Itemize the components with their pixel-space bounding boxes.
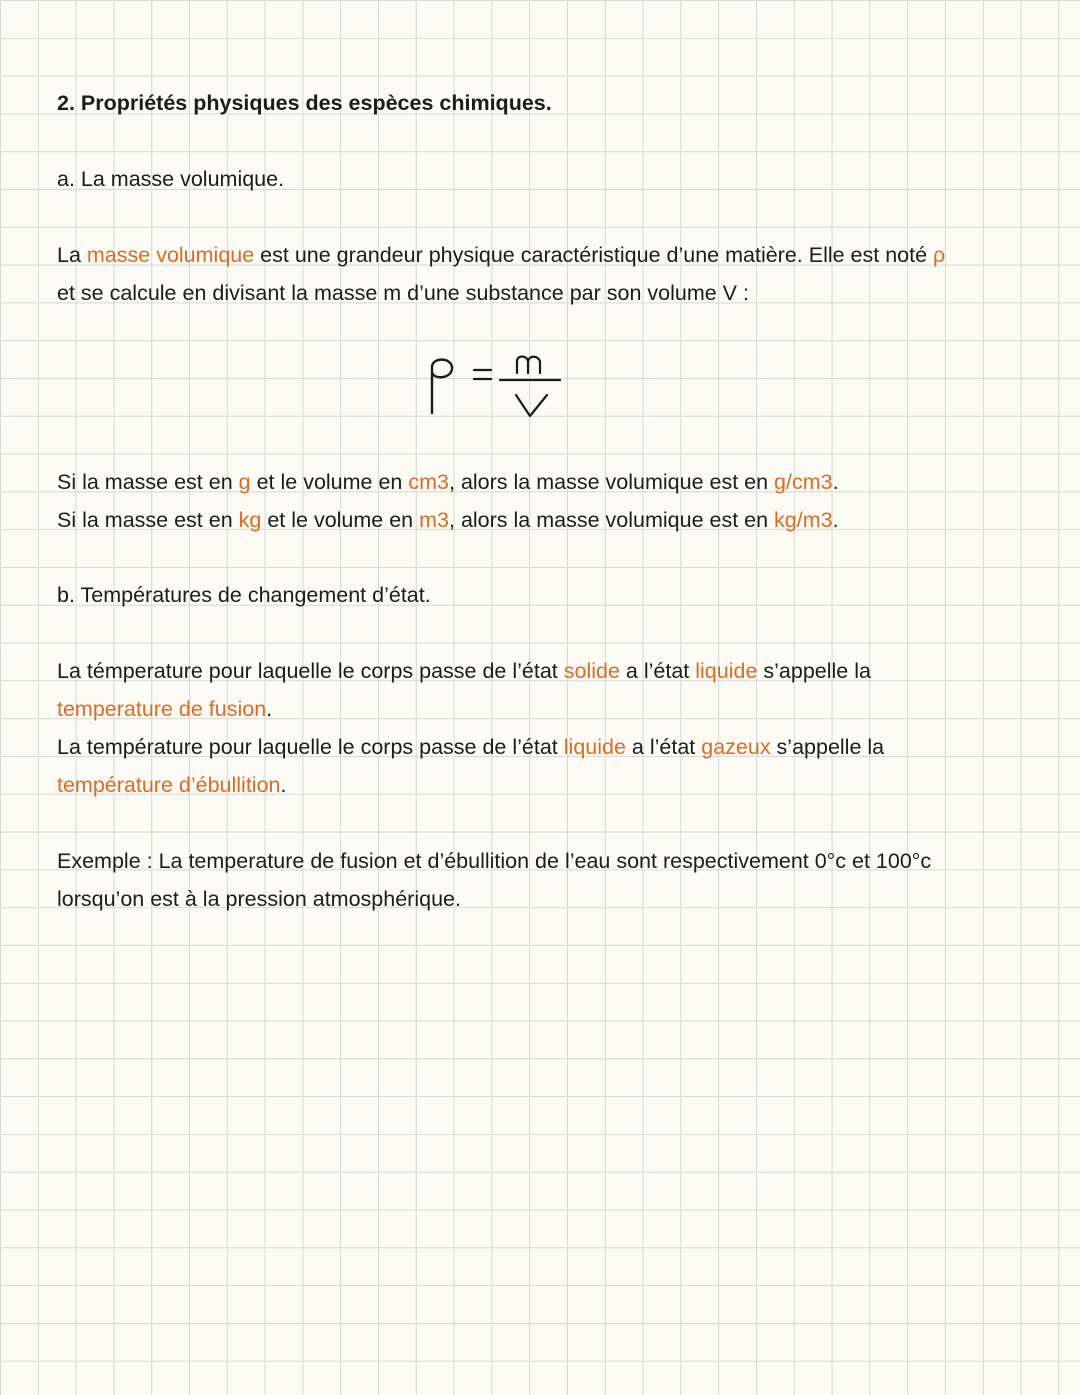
- text: .: [266, 697, 273, 721]
- denominator-v: [516, 395, 547, 416]
- term-liquide: liquide: [563, 735, 626, 759]
- term-masse-volumique: masse volumique: [86, 243, 255, 267]
- text: , alors la masse volumique est en: [449, 470, 775, 494]
- text: est une grandeur physique caractéristique d’une matière. Elle est noté: [254, 243, 934, 267]
- density-formula: [420, 345, 570, 425]
- text: s’appelle la: [757, 659, 871, 683]
- text: La: [57, 243, 87, 267]
- unit-kg: kg: [238, 508, 262, 532]
- example-line-1: Exemple : La temperature de fusion et d’ébullition de l’eau sont respectivement 0°c et 100°c: [57, 849, 932, 873]
- text: s’appelle la: [770, 735, 885, 759]
- numerator-m: [517, 357, 540, 374]
- ebullition-line-1: [57, 733, 884, 761]
- ebullition-line-2: [57, 771, 286, 799]
- text: , alors la masse volumique est en: [449, 508, 775, 532]
- text: .: [832, 508, 839, 532]
- text: La témperature pour laquelle le corps passe de l’état: [57, 659, 564, 683]
- term-temperature-fusion: temperature de fusion: [57, 697, 267, 721]
- term-solide: solide: [563, 659, 620, 683]
- term-temperature-ebullition: température d’ébullition: [57, 773, 281, 797]
- text: et le volume en: [261, 508, 420, 532]
- subsection-title-b: b. Températures de changement d’état.: [57, 583, 431, 607]
- definition-line-1: [57, 241, 945, 269]
- units-line-2: [57, 506, 839, 534]
- text: .: [280, 773, 287, 797]
- text: a l’état: [625, 735, 702, 759]
- handwritten-formula: [420, 345, 570, 425]
- unit-g-cm3: g/cm3: [774, 470, 833, 494]
- equals-sign: [474, 370, 491, 379]
- unit-g: g: [238, 470, 251, 494]
- term-rho: ρ: [933, 243, 946, 267]
- section-heading: 2. Propriétés physiques des espèces chimiques.: [57, 91, 552, 115]
- units-line-1: [57, 468, 839, 496]
- unit-kg-m3: kg/m3: [774, 508, 833, 532]
- fusion-line-2: [57, 695, 272, 723]
- unit-m3: m3: [419, 508, 449, 532]
- text: .: [832, 470, 839, 494]
- definition-line-2: et se calcule en divisant la masse m d’une substance par son volume V :: [57, 281, 749, 305]
- unit-cm3: cm3: [408, 470, 449, 494]
- subsection-title-a: a. La masse volumique.: [57, 167, 285, 191]
- text: et le volume en: [250, 470, 409, 494]
- term-gazeux: gazeux: [701, 735, 771, 759]
- term-liquide: liquide: [695, 659, 758, 683]
- rho-symbol: [432, 360, 452, 413]
- text: La température pour laquelle le corps passe de l’état: [57, 735, 564, 759]
- text: Si la masse est en: [57, 508, 239, 532]
- example-line-2: lorsqu’on est à la pression atmosphérique.: [57, 887, 461, 911]
- fusion-line-1: [57, 657, 871, 685]
- text: a l’état: [619, 659, 696, 683]
- text: Si la masse est en: [57, 470, 239, 494]
